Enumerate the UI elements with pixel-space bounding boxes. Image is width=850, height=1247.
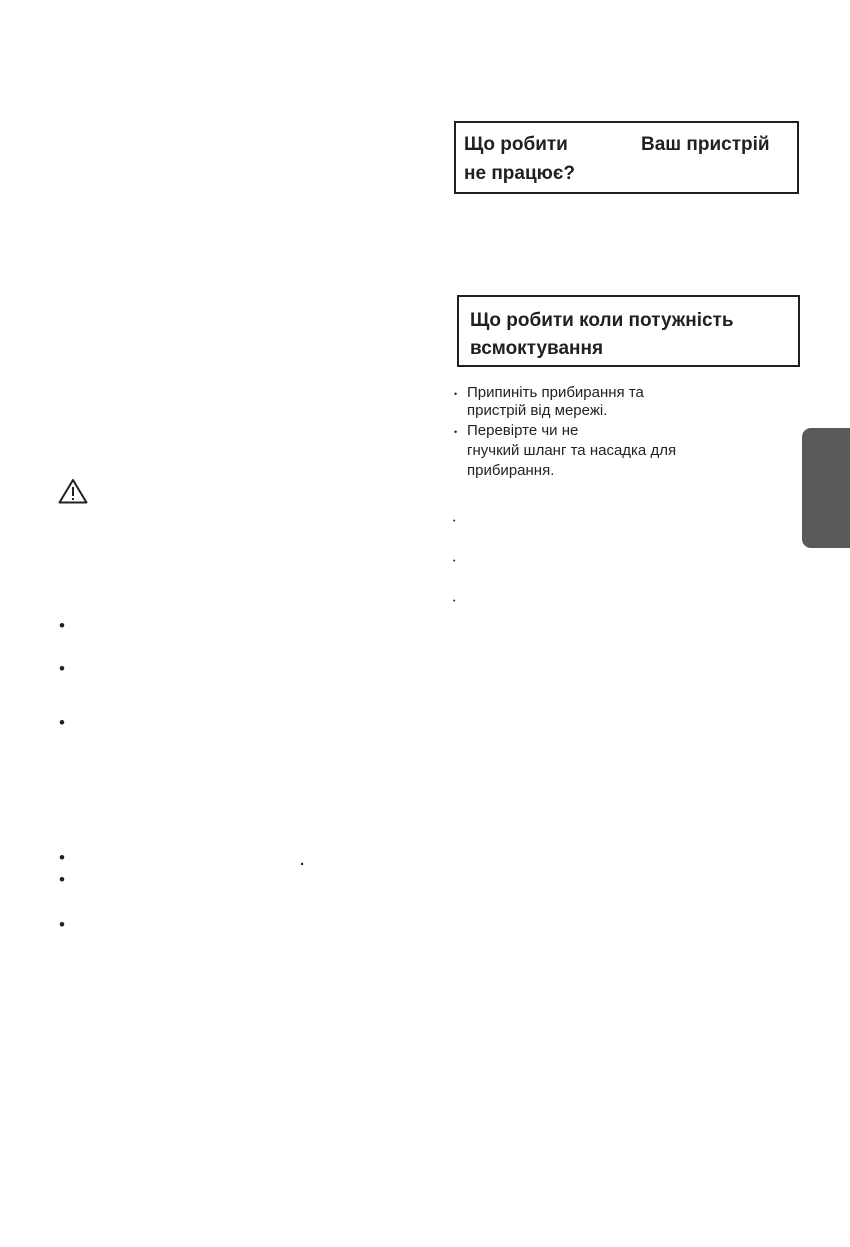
bullet-marker: •	[453, 558, 456, 565]
bullet-marker: •	[59, 713, 65, 732]
bullet-marker: •	[59, 870, 65, 889]
bullet-marker: •	[59, 659, 65, 678]
heading-box-2-line-2: всмоктування	[470, 338, 604, 359]
bullet-marker: •	[59, 915, 65, 934]
heading-box-2-line-1: Що робити коли потужність	[470, 310, 734, 331]
period-mark: .	[300, 852, 305, 869]
bullet-marker: •	[59, 616, 65, 635]
bullet-marker: •	[453, 598, 456, 605]
bullet-2-line-2: гнучкий шланг та насадка для	[467, 442, 677, 459]
bullet-2-line-3: прибирання.	[467, 462, 555, 479]
heading-box-1-line-2: не працює?	[464, 163, 575, 184]
bullet-marker: •	[453, 518, 456, 525]
warning-triangle-icon	[58, 478, 88, 504]
bullet-1-line-2: пристрій від мережі.	[467, 402, 608, 419]
heading-box-1-line-1-right: Ваш пристрій	[641, 134, 770, 155]
heading-box-suction-power	[457, 295, 800, 367]
heading-box-not-working	[454, 121, 799, 194]
bullet-1-line-1: Припиніть прибирання та	[467, 384, 644, 401]
section-thumb-tab	[802, 428, 850, 548]
bullet-marker: •	[454, 427, 458, 437]
heading-box-1-line-1-left: Що робити	[464, 134, 568, 155]
bullet-marker: •	[59, 848, 65, 867]
bullet-marker: •	[454, 389, 458, 399]
bullet-2-line-1: Перевірте чи не	[467, 422, 579, 439]
